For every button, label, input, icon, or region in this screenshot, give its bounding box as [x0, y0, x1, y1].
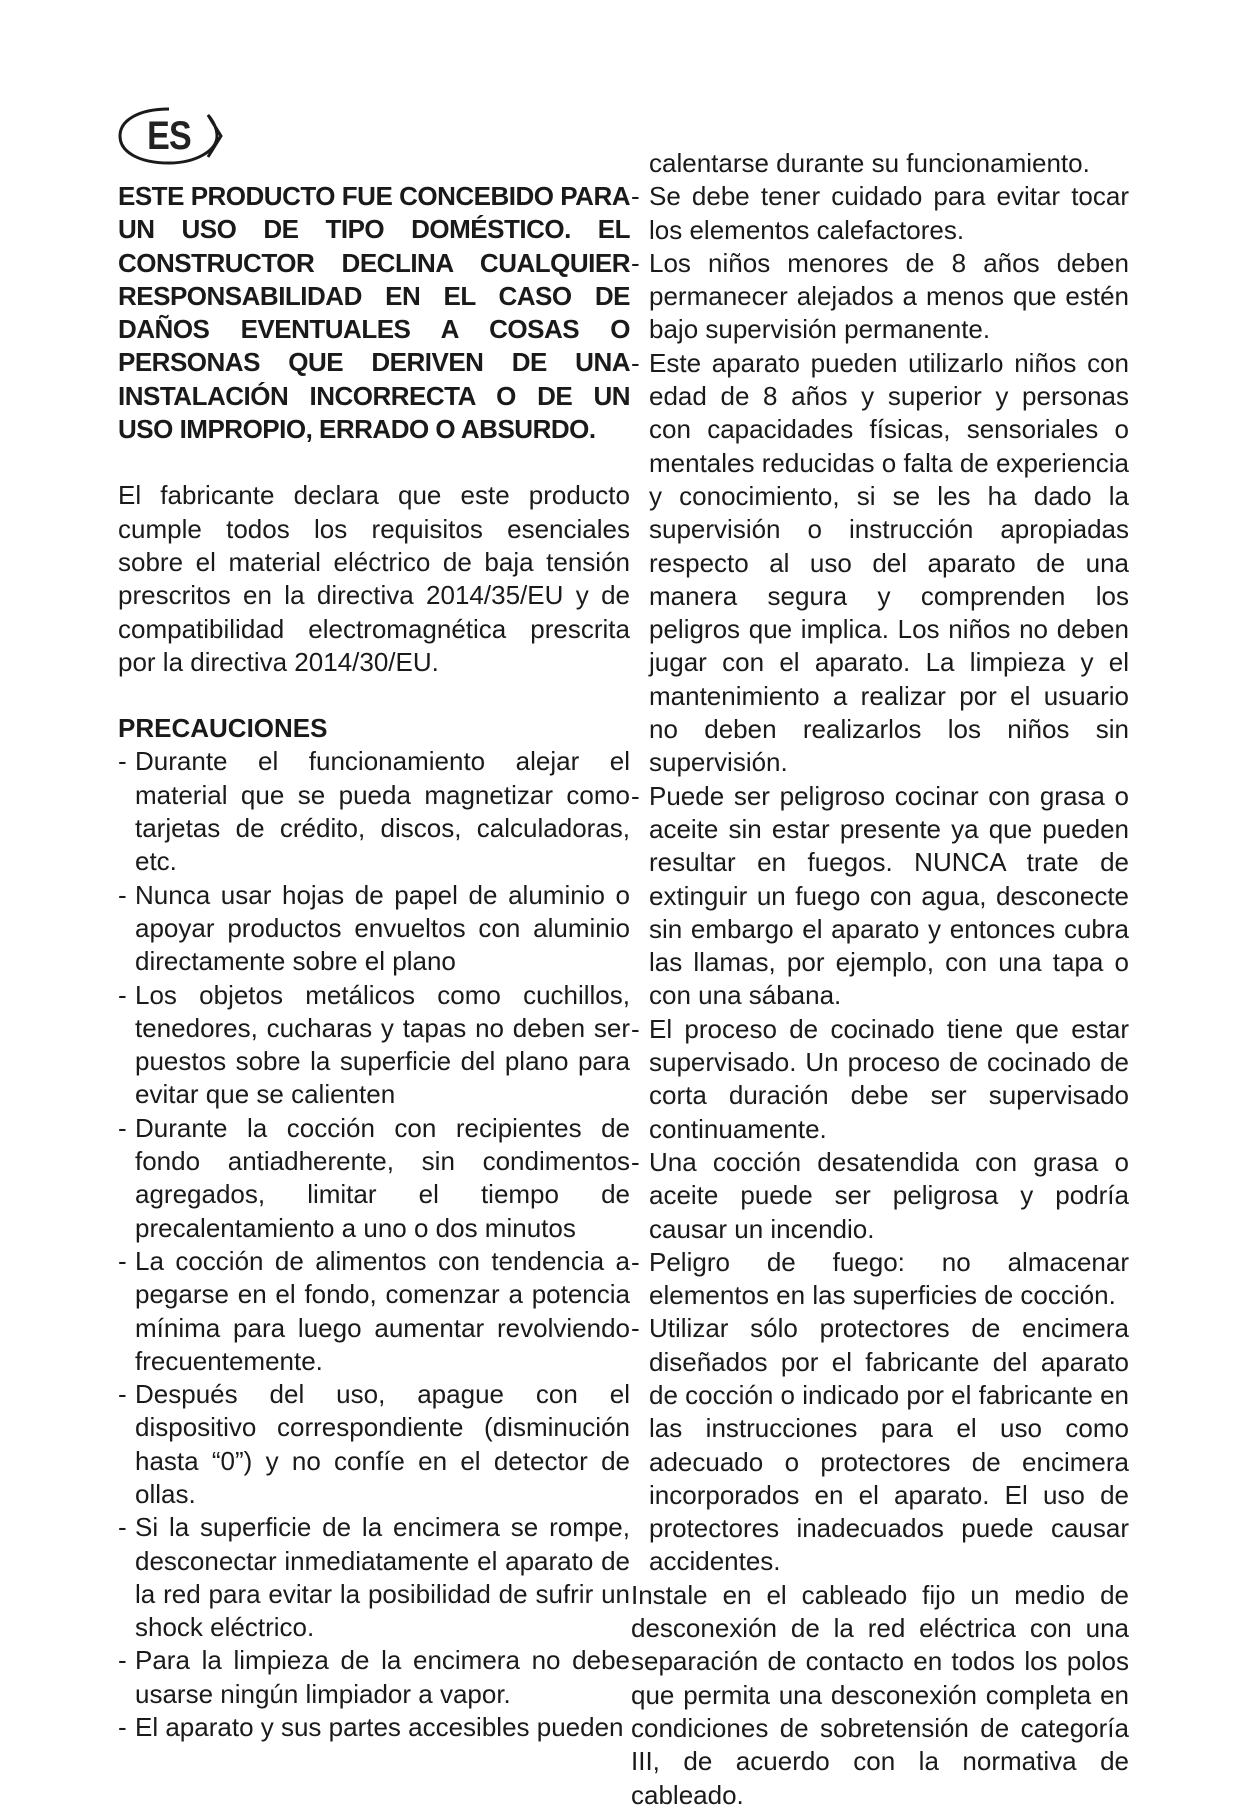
list-item: - Para la limpieza de la encimera no debe usarse ningún limpiador a vapor.: [118, 1645, 630, 1709]
bullet-dash: -: [631, 347, 640, 378]
installation-note: Instale en el cableado fijo un medio de desconexión de la red eléctrica con una separación de contacto en todos los polos que permita una desconexión completa en condiciones de sobretensión de categoría III, de acuerdo con la normativa de cableado.: [631, 1579, 1129, 1810]
bullet-dash: -: [631, 1313, 640, 1344]
spacer: [118, 679, 630, 712]
bullet-dash: -: [118, 1379, 127, 1410]
list-item: - Puede ser peligroso cocinar con grasa o aceite sin estar presente ya que pueden resultar en fuegos. NUNCA trate de extinguir un fuego con agua, desconecte sin embargo el aparato y entonces cubra las llamas, por ejemplo, con una tapa o con una sábana.: [631, 780, 1129, 1011]
bullet-dash: -: [118, 1645, 127, 1676]
language-badge: [117, 106, 227, 166]
list-item: - El proceso de cocinado tiene que estar supervisado. Un proceso de cocinado de corta duración debe ser supervisado continuamente.: [631, 1013, 1129, 1144]
bullet-dash: -: [118, 1112, 127, 1143]
language-code: ES: [147, 114, 191, 158]
list-item: - Se debe tener cuidado para evitar tocar los elementos calefactores.: [631, 181, 1129, 245]
domestic-use-warning: ESTE PRODUCTO FUE CONCEBIDO PARA UN USO DE TIPO DOMÉSTICO. EL CONSTRUCTOR DECLINA CUALQUIER RESPONSABILIDAD EN EL CASO DE DAÑOS EVENTUALES A COSAS O PERSONAS QUE DERIVEN DE UNA INSTALACIÓN INCORRECTA O DE UN USO IMPROPIO, ERRADO O ABSURDO.: [118, 181, 630, 445]
list-item: - Los niños menores de 8 años deben permanecer alejados a menos que estén bajo supervisión permanente.: [631, 247, 1129, 345]
list-item: - Una cocción desatendida con grasa o aceite puede ser peligrosa y podría causar un incendio.: [631, 1146, 1129, 1244]
list-item: - Durante el funcionamiento alejar el material que se pueda magnetizar como tarjetas de crédito, discos, calculadoras, etc.: [118, 746, 630, 877]
precautions-list-right: [631, 180, 1129, 1578]
bullet-dash: -: [118, 1512, 127, 1543]
bullet-dash: -: [631, 780, 640, 811]
list-item: - La cocción de alimentos con tendencia a pegarse en el fondo, comenzar a potencia mínima para luego aumentar revolviendo frecuentemente.: [118, 1245, 630, 1376]
bullet-dash: -: [118, 979, 127, 1010]
precautions-list-left: [118, 745, 630, 1744]
right-column: [631, 147, 1129, 1812]
list-item: - Peligro de fuego: no almacenar elementos en las superficies de cocción.: [631, 1246, 1129, 1311]
list-item: - Después del uso, apague con el dispositivo correspondiente (disminución hasta “0”) y no confíe en el detector de ollas.: [118, 1379, 630, 1509]
bullet-dash: -: [631, 1013, 640, 1044]
bullet-dash: -: [631, 1246, 640, 1277]
list-item: - Este aparato pueden utilizarlo niños con edad de 8 años y superior y personas con capacidades físicas, sensoriales o mentales reducidas o falta de experiencia y conocimiento, si se les ha dado la supervisión o instrucción apropiadas respecto al uso del aparato de una manera segura y comprenden los peligros que implica. Los niños no deben jugar con el aparato. La limpieza y el mantenimiento a realizar por el usuario no deben realizarlos los niños sin supervisión.: [631, 347, 1129, 778]
list-item: - Los objetos metálicos como cuchillos, tenedores, cucharas y tapas no deben ser puestos sobre la superficie del plano para evitar que se calienten: [118, 979, 630, 1110]
bullet-dash: -: [118, 746, 127, 777]
bullet-dash: -: [118, 879, 127, 910]
left-column: [118, 180, 630, 1744]
precautions-heading: PRECAUCIONES: [118, 713, 328, 744]
list-item: - El aparato y sus partes accesibles pueden: [118, 1711, 630, 1744]
bullet-dash: -: [118, 1712, 127, 1743]
list-item: - Utilizar sólo protectores de encimera diseñados por el fabricante del aparato de cocción o indicado por el fabricante en las instrucciones para el uso como adecuado o protectores de encimera incorporados en el aparato. El uso de protectores inadecuados puede causar accidentes.: [631, 1313, 1129, 1577]
spacer: [118, 446, 630, 479]
bullet-dash: -: [631, 247, 640, 278]
list-item: - Nunca usar hojas de papel de aluminio o apoyar productos envueltos con aluminio directamente sobre el plano: [118, 879, 630, 977]
continued-precaution: calentarse durante su funcionamiento.: [649, 148, 1090, 178]
conformity-declaration: El fabricante declara que este producto cumple todos los requisitos esenciales sobre el material eléctrico de baja tensión prescritos en la directiva 2014/35/EU y de compatibilidad electromagnética prescrita por la directiva 2014/30/EU.: [118, 480, 630, 677]
bullet-dash: -: [118, 1245, 127, 1276]
bullet-dash: -: [631, 181, 640, 212]
list-item: - Si la superficie de la encimera se rompe, desconectar inmediatamente el aparato de la red para evitar la posibilidad de sufrir un shock eléctrico.: [118, 1512, 630, 1643]
list-item: - Durante la cocción con recipientes de fondo antiadherente, sin condimentos agregados, limitar el tiempo de precalentamiento a uno o dos minutos: [118, 1112, 630, 1243]
bullet-dash: -: [631, 1146, 640, 1177]
